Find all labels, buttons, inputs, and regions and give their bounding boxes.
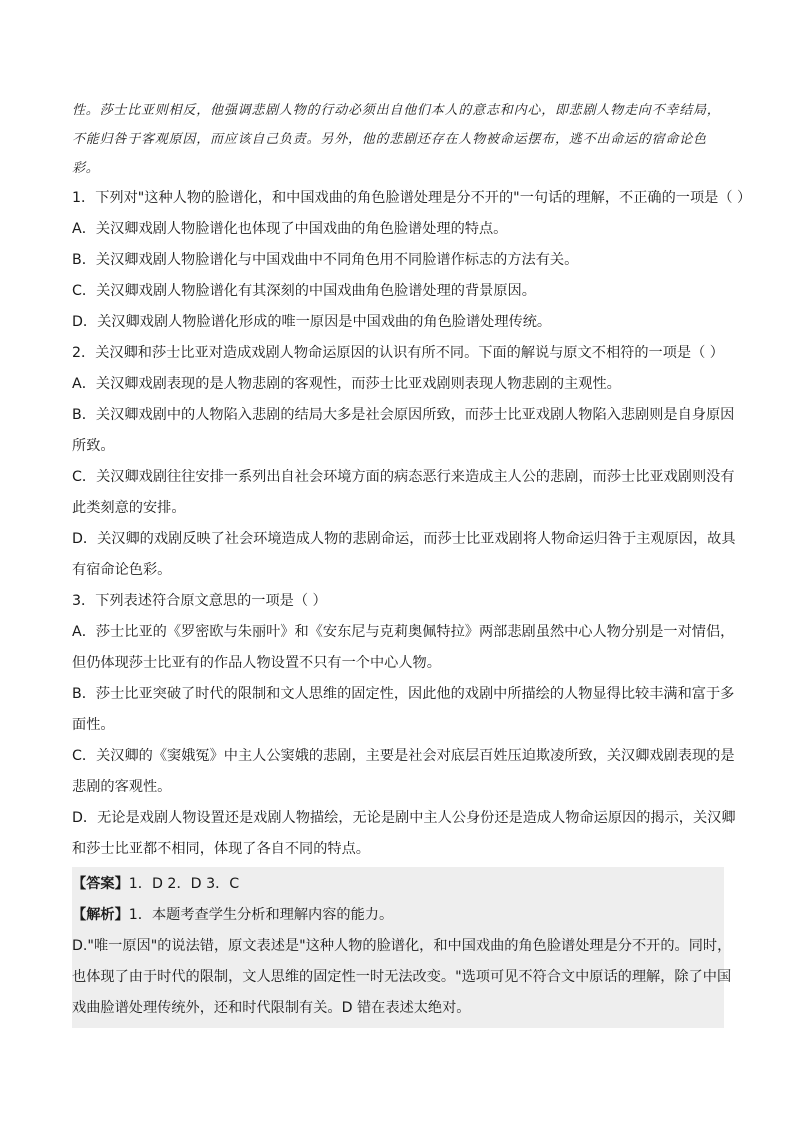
question-3-option-c: C．关汉卿的《窦娥冤》中主人公窦娥的悲剧，主要是社会对底层百姓压迫欺凌所致，关汉卿戏剧表现的是: [72, 748, 735, 764]
question-3-option-a-cont: 但仍体现莎士比亚有的作品人物设置不只有一个中心人物。: [72, 655, 441, 671]
question-3: [72, 586, 736, 865]
analysis-label: 【解析】: [72, 907, 129, 923]
question-1-stem: 1．下列对"这种人物的脸谱化，和中国戏曲的角色脸谱处理是分不开的"一句话的理解，不正确的一项是（ ）: [72, 190, 752, 206]
question-2-option-b: B．关汉卿戏剧中的人物陷入悲剧的结局大多是社会原因所致，而莎士比亚戏剧人物陷入悲剧则是自身原因: [72, 407, 735, 423]
question-1-option-b: B．关汉卿戏剧人物脸谱化与中国戏曲中不同角色用不同脸谱作标志的方法有关。: [72, 252, 579, 268]
question-2-option-d: D．关汉卿的戏剧反映了社会环境造成人物的悲剧命运，而莎士比亚戏剧将人物命运归咎于主观原因，故具: [72, 531, 736, 547]
question-1-option-a: A．关汉卿戏剧人物脸谱化也体现了中国戏曲的角色脸谱处理的特点。: [72, 221, 508, 237]
analysis-text-line: 戏曲脸谱处理传统外，还和时代限制有关。D 错在表述太绝对。: [72, 1000, 471, 1016]
question-1-option-d: D．关汉卿戏剧人物脸谱化形成的唯一原因是中国戏曲的角色脸谱处理传统。: [72, 314, 552, 330]
question-3-option-c-cont: 悲剧的客观性。: [72, 779, 172, 795]
question-2: [72, 338, 736, 586]
question-1-option-c: C．关汉卿戏剧人物脸谱化有其深刻的中国戏曲角色脸谱处理的背景原因。: [72, 283, 536, 299]
question-2-option-d-cont: 有宿命论色彩。: [72, 562, 172, 578]
question-2-stem: 2．关汉卿和莎士比亚对造成戏剧人物命运原因的认识有所不同。下面的解说与原文不相符的一项是（ ）: [72, 345, 724, 361]
question-3-option-d-cont: 和莎士比亚都不相同，体现了各自不同的特点。: [72, 841, 370, 857]
question-2-option-a: A．关汉卿戏剧表现的是人物悲剧的客观性，而莎士比亚戏剧则表现人物悲剧的主观性。: [72, 376, 621, 392]
question-1: [72, 183, 752, 338]
passage-line: 性。莎士比亚则相反，他强调悲剧人物的行动必须出自他们本人的意志和内心，即悲剧人物走向不幸结局，: [72, 103, 721, 118]
answer-label: 【答案】: [72, 876, 129, 892]
question-2-option-c: C．关汉卿戏剧往往安排一系列出自社会环境方面的病态恶行来造成主人公的悲剧，而莎士比亚戏剧则没有: [72, 469, 735, 485]
passage-line: 彩。: [72, 161, 100, 176]
document-page: [72, 96, 752, 1028]
answer-text: 1．D 2．D 3．C: [128, 876, 240, 892]
analysis-text-line: 也体现了由于时代的限制，文人思维的固定性一时无法改变。"选项可见不符合文中原话的理解，除了中国: [72, 969, 732, 985]
question-3-stem: 3．下列表述符合原文意思的一项是（ ）: [72, 593, 327, 609]
analysis-first: 1．本题考查学生分析和理解内容的能力。: [128, 907, 394, 923]
question-3-option-a: A．莎士比亚的《罗密欧与朱丽叶》和《安东尼与克莉奥佩特拉》两部悲剧虽然中心人物分别是一对情侣，: [72, 624, 735, 640]
question-3-option-d: D．无论是戏剧人物设置还是戏剧人物描绘，无论是剧中主人公身份还是造成人物命运原因的揭示，关汉卿: [72, 810, 736, 826]
question-3-option-b: B．莎士比亚突破了时代的限制和文人思维的固定性，因此他的戏剧中所描绘的人物显得比较丰满和富于多: [72, 686, 735, 702]
analysis-line: [72, 900, 724, 931]
question-2-option-b-cont: 所致。: [72, 438, 115, 454]
analysis-text-line: D."唯一原因"的说法错，原文表述是"这种人物的脸谱化，和中国戏曲的角色脸谱处理是分不开的。同时，: [72, 938, 732, 954]
answer-line: [72, 869, 724, 900]
passage-excerpt: [72, 96, 724, 183]
question-2-option-c-cont: 此类刻意的安排。: [72, 500, 186, 516]
question-3-option-b-cont: 面性。: [72, 717, 115, 733]
passage-line: 不能归咎于客观原因，而应该自己负责。另外，他的悲剧还存在人物被命运摆布，逃不出命运的宿命论色: [72, 132, 707, 147]
answer-analysis-box: [72, 867, 732, 1028]
